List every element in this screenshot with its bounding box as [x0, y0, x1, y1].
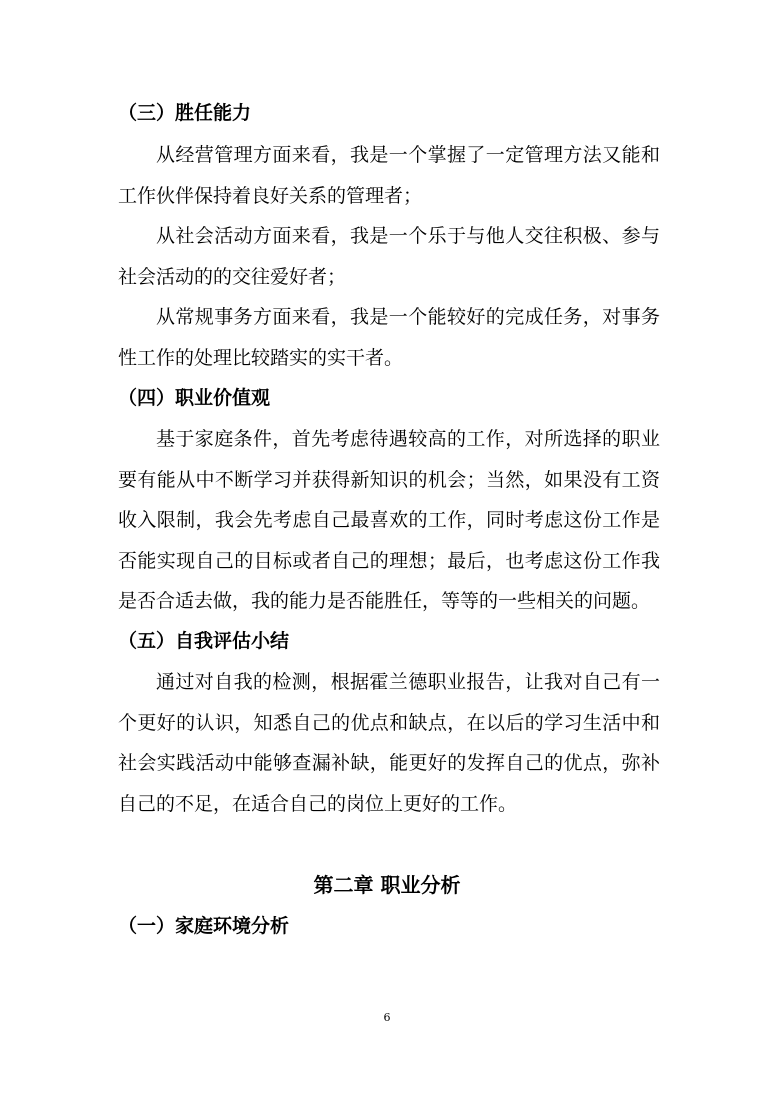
paragraph-routine-affairs: 从常规事务方面来看，我是一个能较好的完成任务，对事务性工作的处理比较踏实的实干者。	[118, 306, 660, 369]
section-heading-self-assessment: （五）自我评估小结	[118, 630, 290, 652]
section-heading-family-environment: （一）家庭环境分析	[118, 915, 290, 937]
section-heading-competence: （三）胜任能力	[118, 102, 252, 124]
paragraph-self-assessment: 通过对自我的检测，根据霍兰德职业报告，让我对自己有一个更好的认识，知悉自己的优点和缺点，在以后的学习生活中和社会实践活动中能够查漏补缺，能更好的发挥自己的优点，弥补自己的不足，在适合自己的岗位上更好的工作。	[118, 671, 660, 815]
paragraph-values: 基于家庭条件，首先考虑待遇较高的工作，对所选择的职业要有能从中不断学习并获得新知识的机会；当然，如果没有工资收入限制，我会先考虑自己最喜欢的工作，同时考虑这份工作是否能实现自己的目标或者自己的理想；最后，也考虑这份工作我是否合适去做，我的能力是否能胜任，等等的一些相关的问题。	[118, 428, 660, 612]
chapter-title: 第二章 职业分析	[313, 873, 461, 897]
page-number: 6	[383, 1011, 391, 1024]
paragraph-management: 从经营管理方面来看，我是一个掌握了一定管理方法又能和工作伙伴保持着良好关系的管理者；	[118, 144, 660, 207]
section-heading-values: （四）职业价值观	[118, 387, 271, 409]
paragraph-social-activity: 从社会活动方面来看，我是一个乐于与他人交往积极、参与社会活动的的交往爱好者；	[118, 225, 660, 288]
